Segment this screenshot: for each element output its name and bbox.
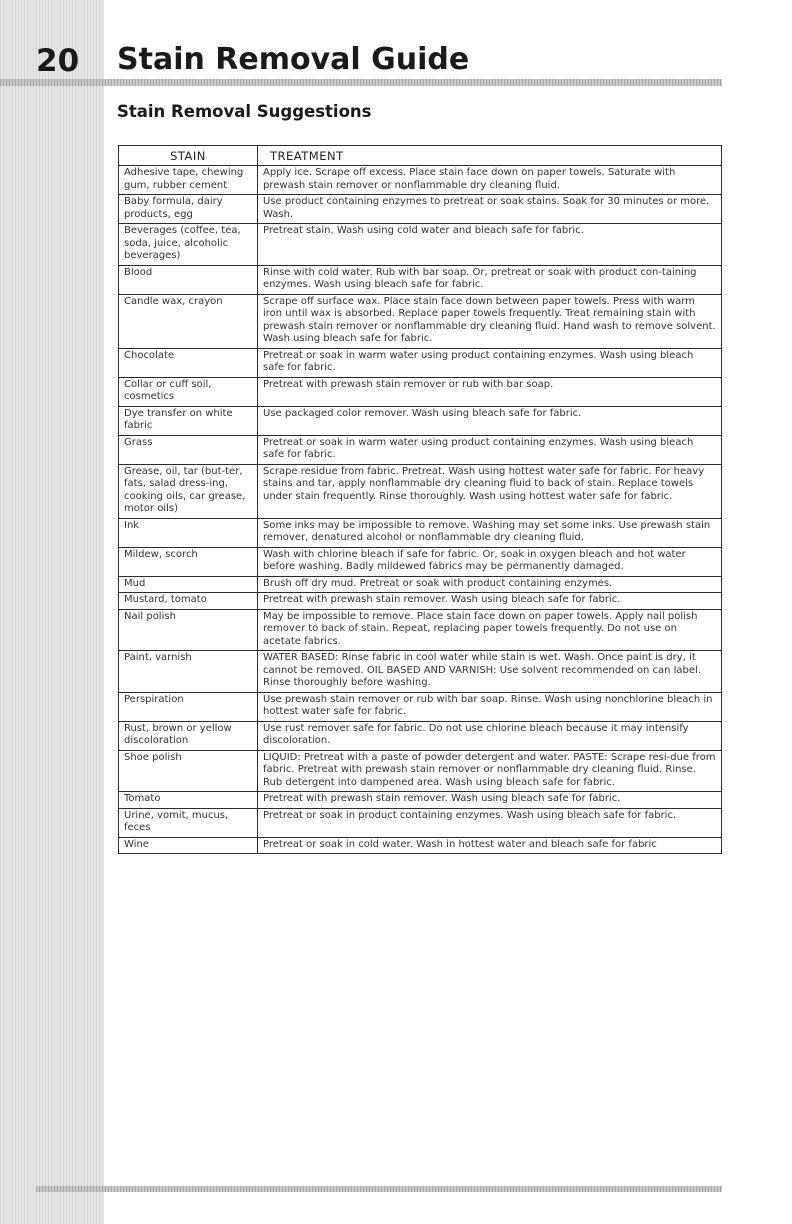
table-row <box>119 464 722 518</box>
stain-cell: Paint, varnish <box>119 651 258 693</box>
table-row <box>119 406 722 435</box>
treatment-cell: Pretreat with prewash stain remover or rub with bar soap. <box>258 377 722 406</box>
stain-cell: Mud <box>119 576 258 593</box>
stain-cell: Dye transfer on white fabric <box>119 406 258 435</box>
stain-cell: Baby formula, dairy products, egg <box>119 195 258 224</box>
treatment-cell: LIQUID: Pretreat with a paste of powder detergent and water. PASTE: Scrape resi-due from fabric. Pretreat with prewash stain remover or nonflammable dry cleaning fluid. Rinse. Rub detergent into dampened area. Wash using bleach safe for fabric. <box>258 750 722 792</box>
table-row <box>119 518 722 547</box>
stain-cell: Tomato <box>119 792 258 809</box>
header-rule <box>0 79 722 86</box>
treatment-cell: Pretreat with prewash stain remover. Wash using bleach safe for fabric. <box>258 792 722 809</box>
page-title: Stain Removal Guide <box>117 42 470 77</box>
stain-cell: Perspiration <box>119 692 258 721</box>
treatment-cell: Pretreat or soak in warm water using product containing enzymes. Wash using bleach safe for fabric. <box>258 348 722 377</box>
stain-cell: Collar or cuff soil, cosmetics <box>119 377 258 406</box>
treatment-cell: Use packaged color remover. Wash using bleach safe for fabric. <box>258 406 722 435</box>
treatment-cell: Pretreat or soak in product containing enzymes. Wash using bleach safe for fabric. <box>258 808 722 837</box>
table-header-row <box>119 146 722 166</box>
treatment-cell: Pretreat with prewash stain remover. Wash using bleach safe for fabric. <box>258 593 722 610</box>
treatment-cell: Apply ice. Scrape off excess. Place stain face down on paper towels. Saturate with prewash stain remover or nonflammable dry cleaning fluid. <box>258 166 722 195</box>
table-row <box>119 808 722 837</box>
stain-cell: Beverages (coffee, tea, soda, juice, alcoholic beverages) <box>119 224 258 266</box>
table-row <box>119 166 722 195</box>
treatment-cell: Use product containing enzymes to pretreat or soak stains. Soak for 30 minutes or more. Wash. <box>258 195 722 224</box>
table-row <box>119 265 722 294</box>
table-row <box>119 721 722 750</box>
table-row <box>119 195 722 224</box>
stain-cell: Mildew, scorch <box>119 547 258 576</box>
treatment-cell: Use prewash stain remover or rub with bar soap. Rinse. Wash using nonchlorine bleach in hottest water safe for fabric. <box>258 692 722 721</box>
table-row <box>119 576 722 593</box>
stain-cell: Nail polish <box>119 609 258 651</box>
table-row <box>119 750 722 792</box>
stain-cell: Blood <box>119 265 258 294</box>
table-row <box>119 294 722 348</box>
footer-rule <box>36 1186 722 1192</box>
treatment-cell: Pretreat or soak in cold water. Wash in hottest water and bleach safe for fabric <box>258 837 722 854</box>
table-row <box>119 593 722 610</box>
table-row <box>119 651 722 693</box>
treatment-cell: WATER BASED: Rinse fabric in cool water while stain is wet. Wash. Once paint is dry, it cannot be removed. OIL BASED AND VARNISH: Use solvent recommended on can label. Rinse thoroughly before washing. <box>258 651 722 693</box>
stain-cell: Wine <box>119 837 258 854</box>
stain-table <box>118 145 722 854</box>
column-header-treatment: TREATMENT <box>258 146 722 166</box>
treatment-cell: Use rust remover safe for fabric. Do not use chlorine bleach because it may intensify discoloration. <box>258 721 722 750</box>
stain-cell: Urine, vomit, mucus, feces <box>119 808 258 837</box>
table-row <box>119 792 722 809</box>
stain-cell: Rust, brown or yellow discoloration <box>119 721 258 750</box>
stain-cell: Chocolate <box>119 348 258 377</box>
stain-cell: Grease, oil, tar (but-ter, fats, salad dress-ing, cooking oils, car grease, motor oils) <box>119 464 258 518</box>
treatment-cell: Rinse with cold water. Rub with bar soap. Or, pretreat or soak with product con-taining enzymes. Wash using bleach safe for fabric. <box>258 265 722 294</box>
stain-cell: Adhesive tape, chewing gum, rubber cement <box>119 166 258 195</box>
treatment-cell: Scrape off surface wax. Place stain face down between paper towels. Press with warm iron until wax is absorbed. Replace paper towels frequently. Treat remaining stain with prewash stain remover or nonflammable dry cleaning fluid. Hand wash to remove solvent. Wash using bleach safe for fabric. <box>258 294 722 348</box>
sidebar-band <box>0 0 104 1224</box>
table-row <box>119 692 722 721</box>
table-row <box>119 435 722 464</box>
table-row <box>119 348 722 377</box>
table-row <box>119 609 722 651</box>
stain-cell: Mustard, tomato <box>119 593 258 610</box>
treatment-cell: Pretreat or soak in warm water using product containing enzymes. Wash using bleach safe for fabric. <box>258 435 722 464</box>
column-header-stain: STAIN <box>119 146 258 166</box>
treatment-cell: May be impossible to remove. Place stain face down on paper towels. Apply nail polish remover to back of stain. Repeat, replacing paper towels frequently. Do not use on acetate fabrics. <box>258 609 722 651</box>
stain-cell: Ink <box>119 518 258 547</box>
treatment-cell: Pretreat stain. Wash using cold water and bleach safe for fabric. <box>258 224 722 266</box>
treatment-cell: Scrape residue from fabric. Pretreat. Wash using hottest water safe for fabric. For heavy stains and tar, apply nonflammable dry cleaning fluid to back of stain. Replace towels under stain frequently. Rinse thoroughly. Wash using hottest water safe for fabric. <box>258 464 722 518</box>
table-body <box>119 166 722 854</box>
section-title: Stain Removal Suggestions <box>117 102 372 121</box>
table-row <box>119 837 722 854</box>
table-row <box>119 547 722 576</box>
table-row <box>119 377 722 406</box>
page-number: 20 <box>36 43 80 79</box>
stain-cell: Shoe polish <box>119 750 258 792</box>
table-row <box>119 224 722 266</box>
stain-cell: Candle wax, crayon <box>119 294 258 348</box>
treatment-cell: Brush off dry mud. Pretreat or soak with product containing enzymes. <box>258 576 722 593</box>
treatment-cell: Wash with chlorine bleach if safe for fabric. Or, soak in oxygen bleach and hot water before washing. Badly mildewed fabrics may be permanently damaged. <box>258 547 722 576</box>
stain-cell: Grass <box>119 435 258 464</box>
treatment-cell: Some inks may be impossible to remove. Washing may set some inks. Use prewash stain remover, denatured alcohol or nonflammable dry cleaning fluid. <box>258 518 722 547</box>
